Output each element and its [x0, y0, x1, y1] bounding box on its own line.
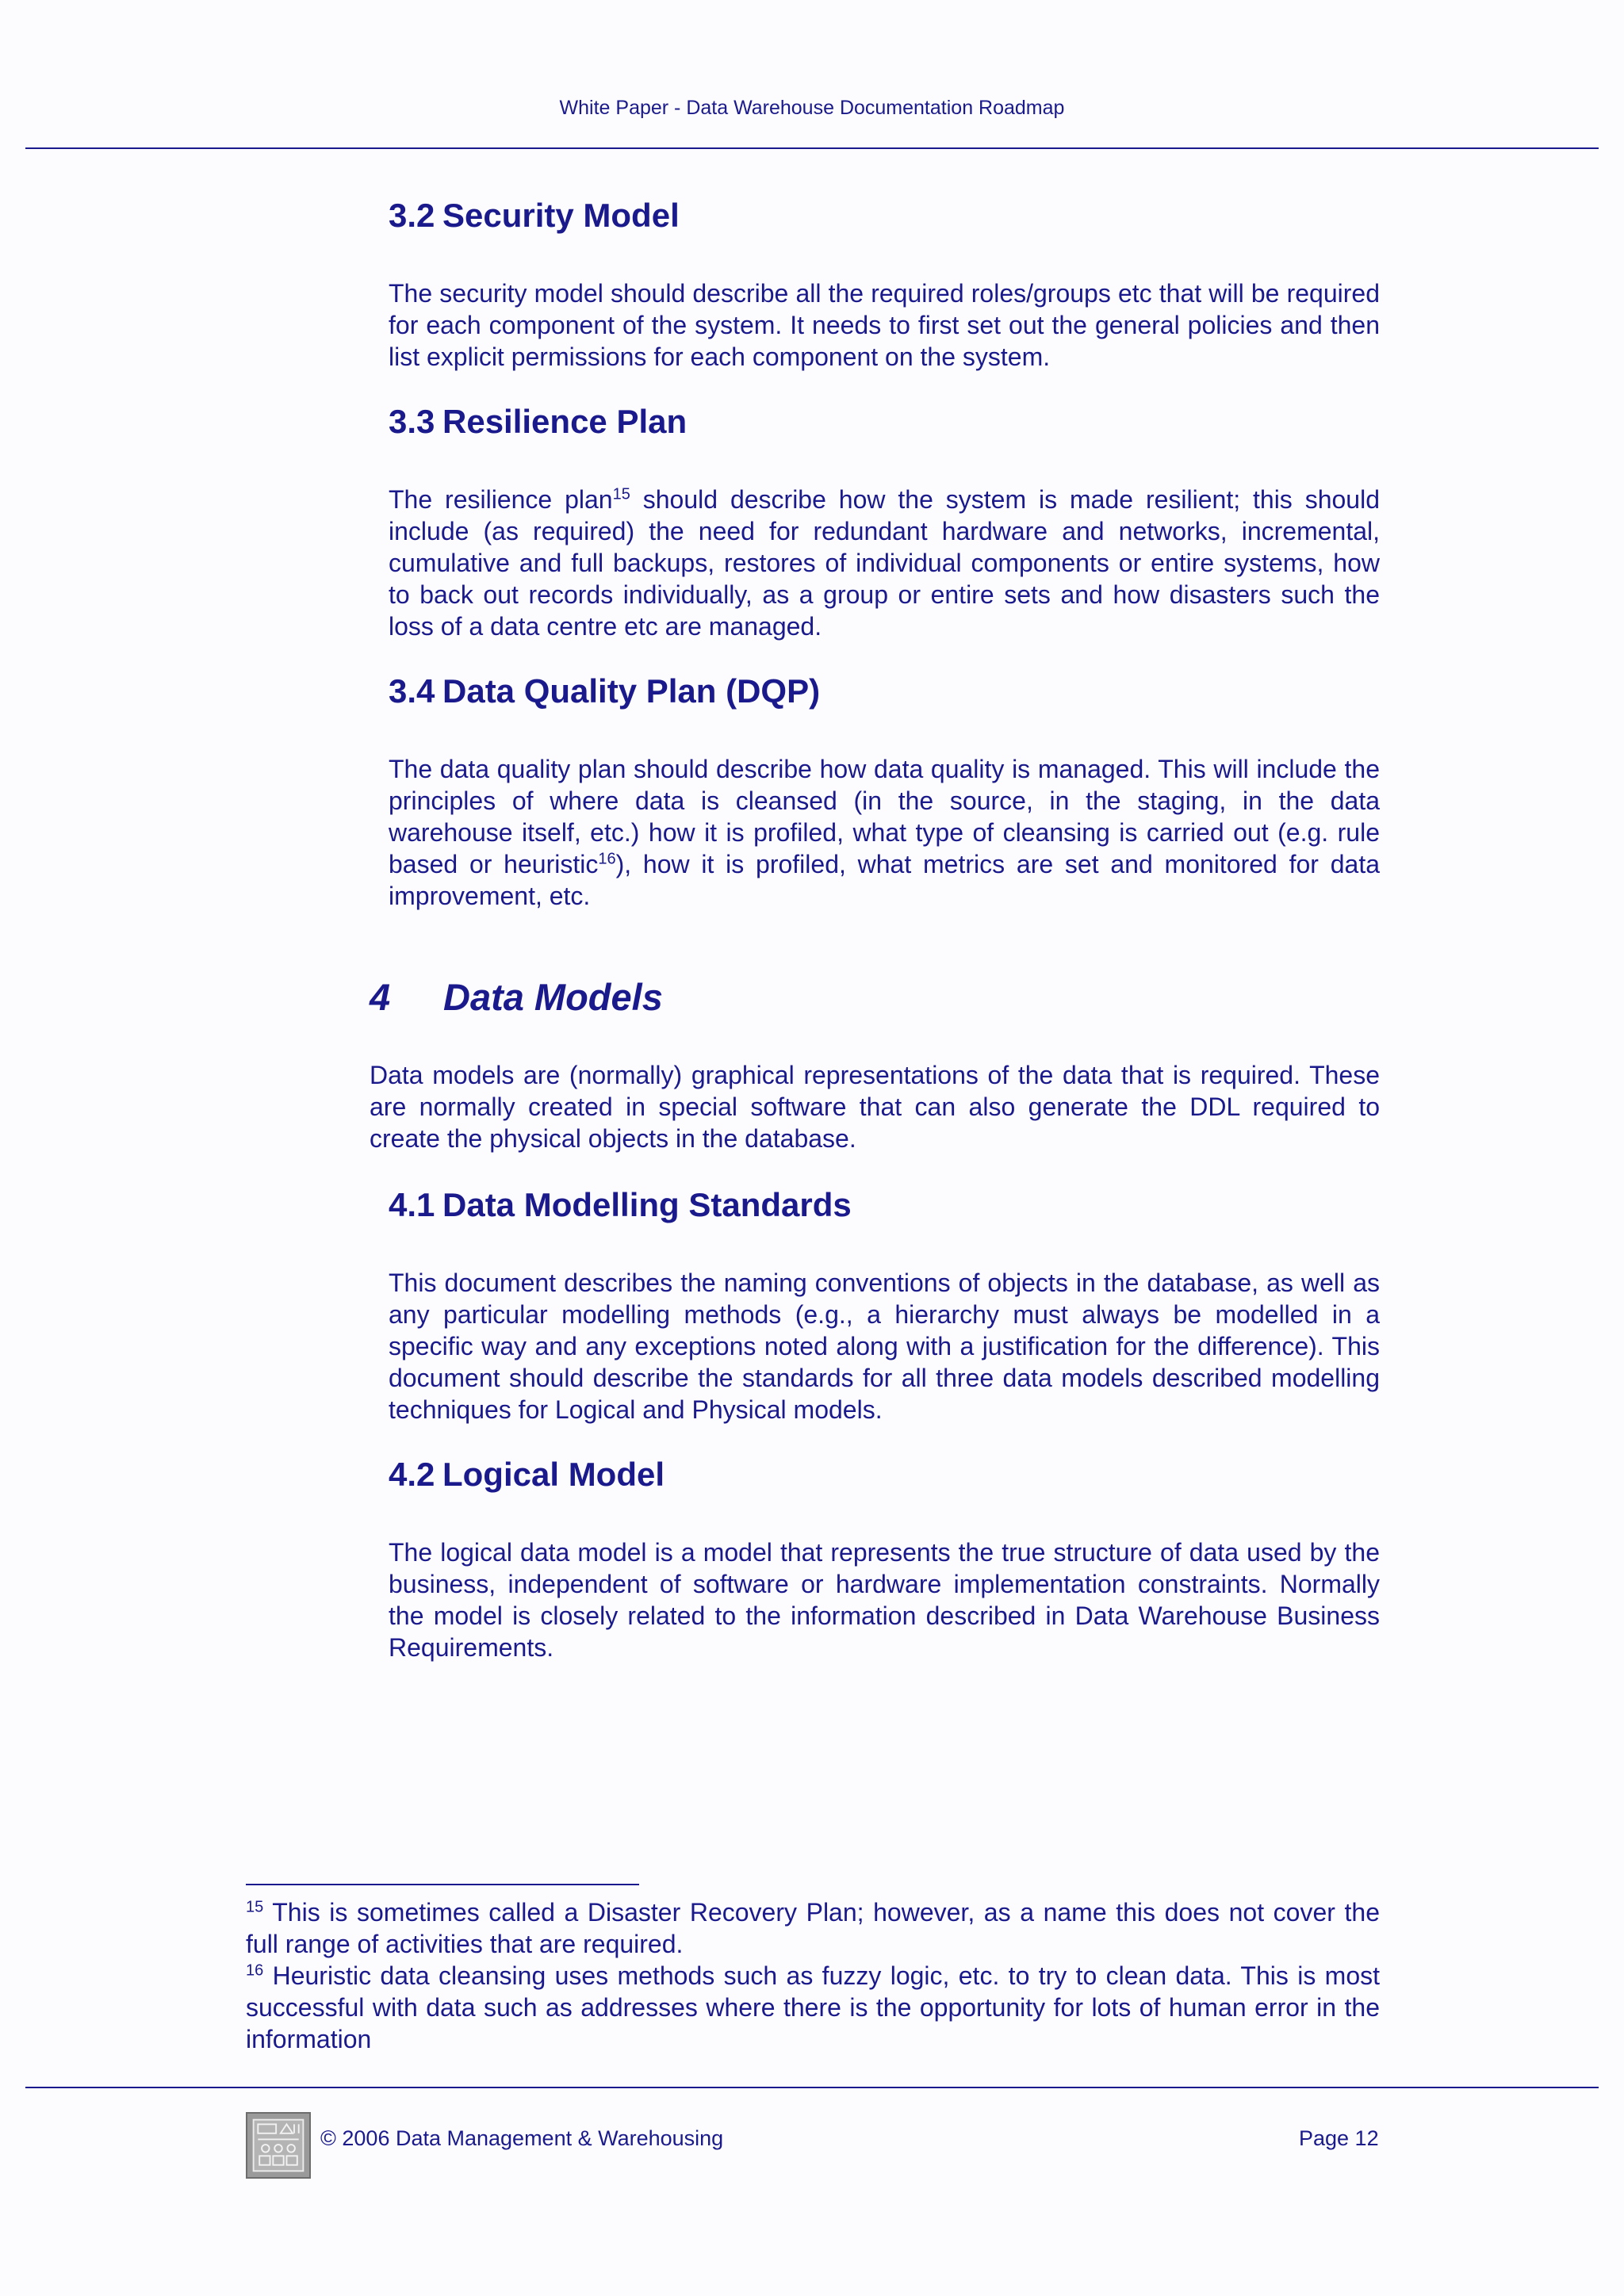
resilience-plan-body: [389, 484, 1380, 642]
footnote-number: 16: [246, 1961, 264, 1980]
section-title: Security Model: [442, 197, 680, 234]
data-modelling-standards-body: This document describes the naming conventions of objects in the database, as well as any particular modelling methods (e.g., a hierarchy must always be modelled in a specific way and any exceptions noted along with a justification for the difference). This document should describe the standards for all three data models described modelling techniques for Logical and Physical models.: [389, 1269, 1380, 1424]
footnote-separator: [246, 1884, 639, 1885]
heading-logical-model: [389, 1456, 665, 1494]
footnotes: [246, 1896, 1380, 2055]
security-model-body: The security model should describe all the required roles/groups etc that will be required for each component of the system. It needs to first set out the general policies and then list explicit permissions for each component on the system.: [389, 279, 1380, 371]
page-number: Page 12: [1299, 2126, 1379, 2150]
heading-data-modelling-standards: [389, 1186, 852, 1224]
data-warehouse-logo-icon: [246, 2112, 311, 2179]
heading-data-models: [370, 975, 663, 1019]
footnote-16: [246, 1960, 1380, 2055]
header-divider: [25, 147, 1599, 149]
body-text: ), how it is profiled, what metrics are set and monitored for data improvement, etc.: [389, 850, 1381, 910]
body-text: should describe how the system is made resilient; this should include (as required) the need for redundant hardware and networks, incremental, cumulative and full backups, restores of individual components or entire systems, how to back out records individually, as a group or entire sets and how disasters such the loss of a data centre etc are managed.: [389, 485, 1381, 641]
body-text: The data quality plan should describe how data quality is managed. This will include the principles of where data is cleansed (in the source, in the staging, in the data warehouse itself, etc.) how it is profiled, what type of cleansing is carried out (e.g. rule based or heuristic: [389, 755, 1380, 878]
heading-security-model: [389, 197, 680, 235]
section-title: Data Quality Plan (DQP): [442, 672, 821, 710]
footnote-15: [246, 1896, 1380, 1960]
footer-copyright: © 2006 Data Management & Warehousing: [320, 2126, 724, 2150]
footnote-text: Heuristic data cleansing uses methods such as fuzzy logic, etc. to try to clean data. This is most successful with data such as addresses where there is the opportunity for lots of human error in the information: [246, 1961, 1380, 2053]
body-text: The resilience plan: [389, 485, 613, 514]
data-quality-plan-body: [389, 753, 1380, 912]
footnote-text: This is sometimes called a Disaster Recovery Plan; however, as a name this does not cover the full range of activities that are required.: [246, 1898, 1380, 1958]
footnote-ref-15: 15: [612, 485, 630, 503]
section-number: 3.3: [389, 403, 435, 440]
section-title: Resilience Plan: [442, 403, 688, 440]
logical-model-body: The logical data model is a model that represents the true structure of data used by the business, independent of software or hardware implementation constraints. Normally the model is closely related to the information described in Data Warehouse Business Requirements.: [389, 1538, 1380, 1662]
footer-divider: [25, 2087, 1599, 2088]
heading-data-quality-plan: [389, 672, 820, 710]
footnote-number: 15: [246, 1898, 264, 1916]
page-header: White Paper - Data Warehouse Documentation Roadmap: [559, 97, 1065, 119]
footnote-ref-16: 16: [598, 850, 616, 868]
section-number: 3.4: [389, 672, 435, 710]
section-number: 3.2: [389, 197, 435, 234]
chapter-title: Data Models: [443, 976, 663, 1018]
section-title: Data Modelling Standards: [442, 1186, 852, 1223]
section-number: 4.2: [389, 1456, 435, 1493]
data-models-body: Data models are (normally) graphical representations of the data that is required. These are normally created in special software that can also generate the DDL required to create the physical objects in the database.: [370, 1061, 1380, 1153]
section-number: 4.1: [389, 1186, 435, 1223]
section-title: Logical Model: [442, 1456, 665, 1493]
heading-resilience-plan: [389, 403, 687, 441]
chapter-number: 4: [370, 976, 391, 1018]
